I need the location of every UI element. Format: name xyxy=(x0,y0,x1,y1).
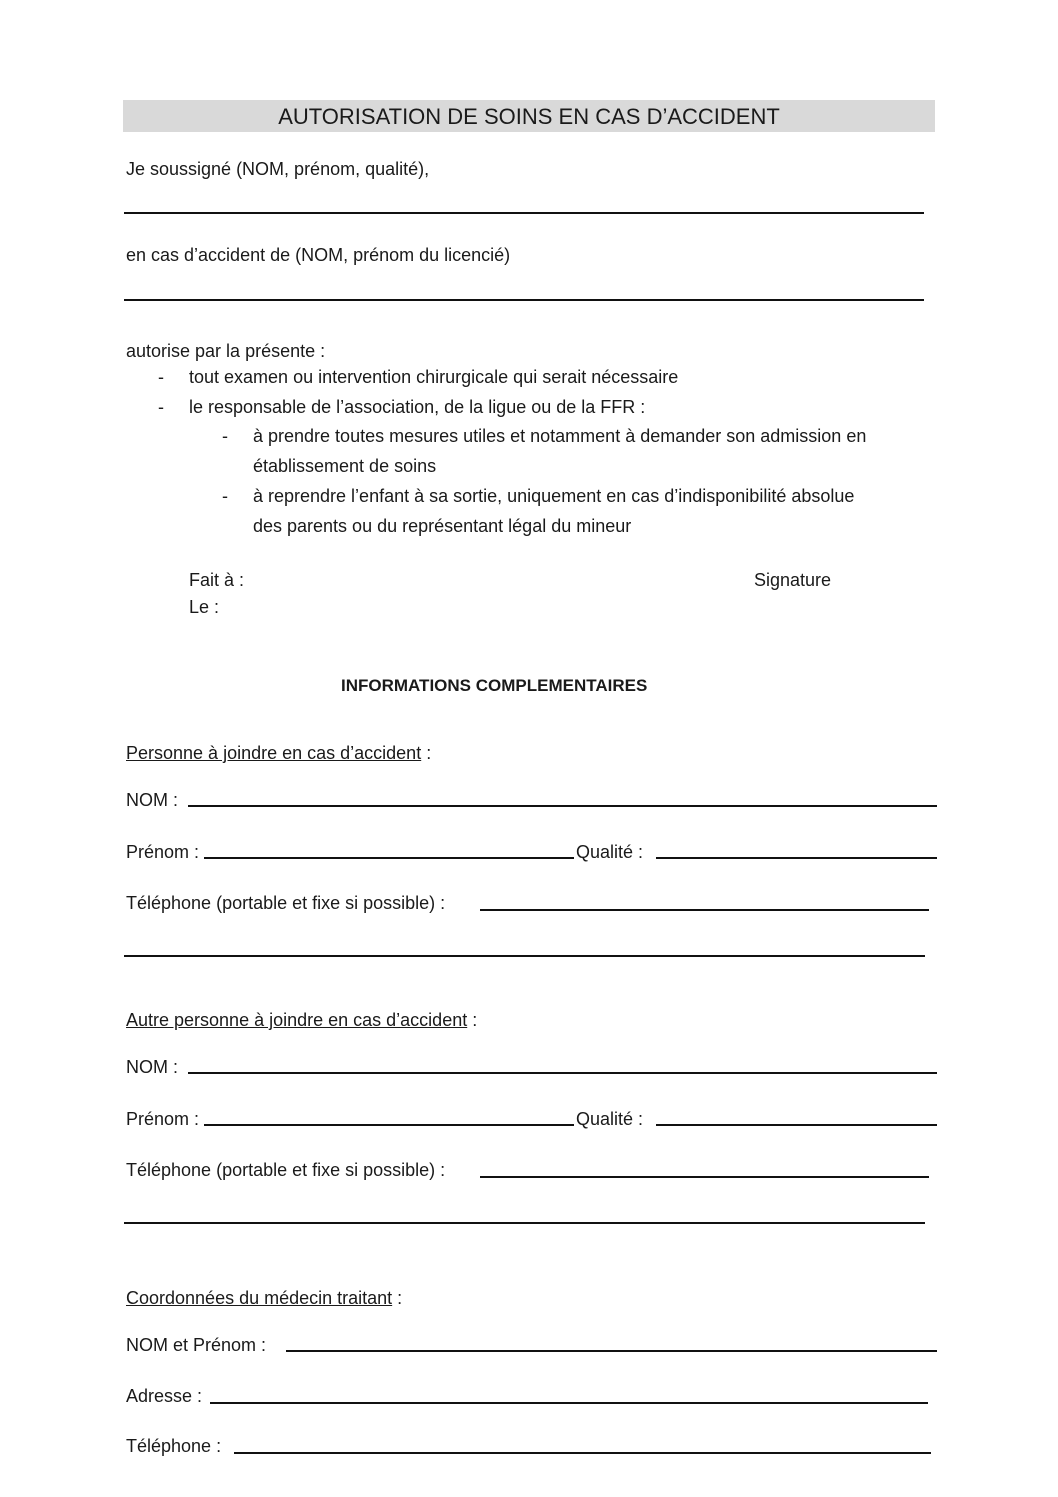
contact1-heading: Personne à joindre en cas d’accident : xyxy=(126,743,432,763)
contact2-nom-field[interactable] xyxy=(188,1072,937,1074)
contact1-nom-field[interactable] xyxy=(188,805,937,807)
date-label: Le : xyxy=(189,597,220,617)
accident-of-label: en cas d’accident de (NOM, prénom du licencié) xyxy=(126,245,511,265)
licensee-name-field[interactable] xyxy=(124,299,924,301)
contact1-prenom-label: Prénom : xyxy=(126,842,200,862)
bullet-dash: - xyxy=(158,397,164,417)
contact1-phone-field-extra[interactable] xyxy=(124,955,925,957)
sub-bullet-dash: - xyxy=(222,486,228,506)
contact2-heading: Autre personne à joindre en cas d’accident : xyxy=(126,1010,478,1030)
title-bar xyxy=(123,100,935,132)
doctor-address-field[interactable] xyxy=(210,1402,928,1404)
made-at-label: Fait à : xyxy=(189,570,245,590)
sub-bullet-dash: - xyxy=(222,426,228,446)
contact1-phone-label: Téléphone (portable et fixe si possible) : xyxy=(126,893,446,913)
bullet-dash: - xyxy=(158,367,164,387)
contact2-phone-field-extra[interactable] xyxy=(124,1222,925,1224)
contact2-prenom-field[interactable] xyxy=(204,1124,574,1126)
sub-bullet-item-continued: établissement de soins xyxy=(253,456,437,476)
doctor-address-label: Adresse : xyxy=(126,1386,203,1406)
contact2-phone-label: Téléphone (portable et fixe si possible) : xyxy=(126,1160,446,1180)
doctor-name-label: NOM et Prénom : xyxy=(126,1335,267,1355)
contact1-nom-label: NOM : xyxy=(126,790,178,810)
authorize-label: autorise par la présente : xyxy=(126,341,326,361)
page-title: AUTORISATION DE SOINS EN CAS D’ACCIDENT xyxy=(278,104,780,129)
contact2-qualite-label: Qualité : xyxy=(576,1109,644,1129)
undersigned-label: Je soussigné (NOM, prénom, qualité), xyxy=(126,159,430,179)
contact2-prenom-label: Prénom : xyxy=(126,1109,200,1129)
contact1-qualite-field[interactable] xyxy=(656,857,937,859)
signature-label: Signature xyxy=(754,570,832,590)
contact2-nom-label: NOM : xyxy=(126,1057,178,1077)
contact2-phone-field[interactable] xyxy=(480,1176,929,1178)
doctor-heading: Coordonnées du médecin traitant : xyxy=(126,1288,403,1308)
undersigned-field[interactable] xyxy=(124,212,924,214)
info-heading: INFORMATIONS COMPLEMENTAIRES xyxy=(341,676,648,695)
doctor-phone-field[interactable] xyxy=(234,1452,931,1454)
contact1-prenom-field[interactable] xyxy=(204,857,574,859)
bullet-item: le responsable de l’association, de la ligue ou de la FFR : xyxy=(189,397,646,417)
contact1-phone-field[interactable] xyxy=(480,909,929,911)
sub-bullet-item: à reprendre l’enfant à sa sortie, uniquement en cas d’indisponibilité absolue xyxy=(253,486,855,506)
bullet-item: tout examen ou intervention chirurgicale qui serait nécessaire xyxy=(189,367,679,387)
contact1-qualite-label: Qualité : xyxy=(576,842,644,862)
contact2-qualite-field[interactable] xyxy=(656,1124,937,1126)
doctor-phone-label: Téléphone : xyxy=(126,1436,222,1456)
sub-bullet-item: à prendre toutes mesures utiles et notamment à demander son admission en xyxy=(253,426,867,446)
sub-bullet-item-continued: des parents ou du représentant légal du mineur xyxy=(253,516,632,536)
doctor-name-field[interactable] xyxy=(286,1350,937,1352)
